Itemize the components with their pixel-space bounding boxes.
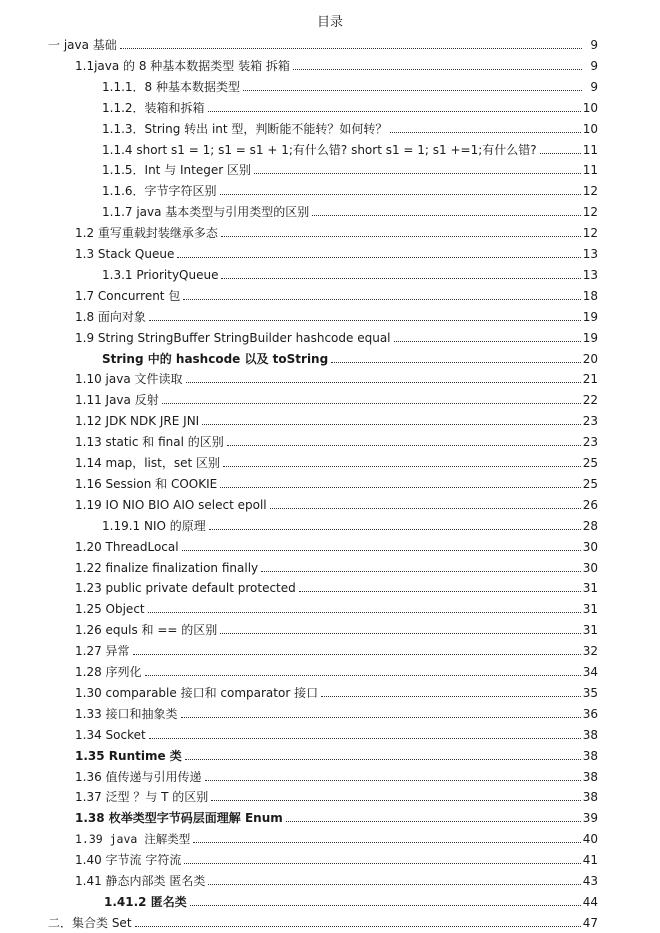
toc-row [0,909,660,930]
toc-page-number: 32 [582,644,598,659]
toc-page-number: 10 [582,100,598,115]
toc-page-number: 23 [582,435,598,450]
toc-page-number: 31 [582,623,598,638]
toc-entry[interactable] [75,574,598,595]
toc-row [0,721,660,742]
toc-entry[interactable] [75,303,598,324]
toc-entry-label: 1.2 重写重载封装继承多态 [75,226,218,241]
toc-page-number: 9 [590,38,598,52]
toc-entry[interactable] [75,533,598,554]
toc-entry-label: 1.34 Socket [75,727,146,742]
toc-entry-label: 1.11 Java 反射 [75,393,159,408]
toc-row [0,303,660,324]
toc-row [0,554,660,575]
toc-page-number: 19 [582,330,598,345]
dot-leader [190,905,581,906]
toc-entry[interactable] [75,428,598,449]
toc-entry[interactable] [75,219,598,240]
toc-entry-label: 1.1.2．装箱和拆箱 [102,100,205,115]
toc-entry-label: 1.37 泛型 ？与 T 的区别 [75,790,209,805]
toc-row [0,219,660,240]
dot-leader [205,780,581,781]
toc-page-number: 28 [582,518,598,533]
toc-title: 目录 [316,15,343,30]
toc-row [0,136,660,157]
toc-row [0,574,660,595]
toc-page-number: 38 [582,727,598,742]
toc-entry[interactable] [75,825,598,846]
toc-entry-label: 1.28 序列化 [75,665,142,679]
toc-row [0,679,660,700]
toc-row [0,470,660,491]
dot-leader [331,362,581,363]
toc-entry[interactable] [75,282,598,303]
toc-entry-label: 1.41.2 匿名类 [104,894,187,909]
toc-entry-label: 1.33 接口和抽象类 [75,706,178,721]
dot-leader [390,132,580,133]
toc-page-number: 12 [582,184,598,199]
toc-page-number: 25 [582,456,598,470]
toc-entry[interactable] [75,637,598,658]
toc-page-number: 21 [582,372,598,387]
toc-page-number: 12 [582,226,598,241]
dot-leader [293,69,582,70]
toc-page-number: 41 [582,853,598,868]
toc-row [0,115,660,136]
toc-row [0,73,660,94]
toc-entry-label: 1.19.1 NIO 的原理 [102,518,206,533]
toc-entry-label: String 中的 hashcode 以及 toString [102,351,329,366]
toc-row [0,763,660,784]
toc-entry[interactable] [102,94,598,115]
dot-leader [183,299,580,300]
toc-row [0,240,660,261]
toc-row [0,700,660,721]
toc-row [0,512,660,533]
dot-leader [181,717,581,718]
toc-entry-label: 1.14 map，list，set 区别 [75,456,220,470]
toc-row [0,31,660,52]
toc-row [0,428,660,449]
toc-row [0,386,660,407]
dot-leader [145,675,581,676]
toc-entry-label: 1.10 java 文件读取 [75,372,183,387]
toc-entry[interactable] [102,198,598,219]
toc-page-number: 13 [582,247,598,261]
dot-leader [193,842,580,843]
dot-leader [209,529,581,530]
toc-entry-label: 1.23 public private default protected [75,581,296,596]
toc-entry-label: 1.1.5．Int 与 Integer 区别 [102,163,251,178]
toc-entry[interactable] [75,386,598,407]
toc-row [0,491,660,512]
toc-entry[interactable] [75,324,598,345]
toc-page-number: 31 [582,602,598,617]
toc-entry[interactable] [48,31,598,52]
toc-page-number: 19 [582,309,598,324]
toc-row [0,282,660,303]
toc-entry[interactable] [102,115,598,136]
dot-leader [270,508,581,509]
toc-entry[interactable] [75,804,598,825]
toc-entry-label: 1.12 JDK NDK JRE JNI [75,414,200,429]
toc-row [0,407,660,428]
toc-row [0,365,660,386]
toc-entry[interactable] [75,742,598,763]
toc-page-number: 38 [582,790,598,805]
toc-row [0,533,660,554]
dot-leader [286,821,581,822]
dot-leader [208,111,581,112]
toc-entry[interactable] [75,763,598,784]
toc-entry[interactable] [75,407,598,428]
toc-page-number: 11 [582,163,598,178]
toc-entry[interactable] [102,73,598,94]
dot-leader [135,926,581,927]
toc-entry[interactable] [75,52,598,73]
dot-leader [186,382,581,383]
toc-entry-label: 1.1.4 short s1 = 1; s1 = s1 + 1;有什么错? short s1 = 1; s1 +=1;有什么错? [102,142,537,157]
toc-row [0,177,660,198]
toc-row [0,449,660,470]
toc-entry-label: 1.3 Stack Queue [75,247,175,261]
toc-entry[interactable] [102,261,598,282]
toc-entry[interactable] [75,700,598,721]
toc-page-number: 13 [582,267,598,282]
dot-leader [312,215,580,216]
toc-page-number: 35 [582,685,598,700]
toc-page-number: 44 [582,894,598,909]
toc-entry-label: 1.13 static 和 final 的区别 [75,435,224,450]
toc-entry-label: 1.3.1 PriorityQueue [102,267,219,282]
toc-row [0,156,660,177]
toc-entry[interactable] [75,365,598,386]
toc-page-number: 43 [582,874,598,888]
dot-leader [220,194,581,195]
toc-page-number: 10 [582,121,598,136]
dot-leader [221,236,581,237]
dot-leader [394,341,581,342]
toc-page-number: 40 [582,832,598,847]
dot-leader [133,654,581,655]
dot-leader [148,612,581,613]
toc-page-number: 18 [582,288,598,303]
toc-entry-label: 1.38 枚举类型字节码层面理解 Enum [75,811,283,826]
toc-entry[interactable] [75,449,598,470]
toc-entry-label: 1.1.1．8 种基本数据类型 [102,79,240,94]
toc-entry-label: 1.25 Object [75,602,145,617]
toc-entry[interactable] [75,595,598,616]
dot-leader [182,550,581,551]
toc-page-number: 9 [590,79,598,94]
dot-leader [149,320,581,321]
dot-leader [184,863,580,864]
toc-entry-label: 二．集合类 Set [48,915,132,930]
toc-entry-label: 1.19 IO NIO BIO AIO select epoll [75,497,267,512]
toc-page-number: 11 [582,142,598,157]
toc-page-number: 31 [582,581,598,596]
toc-entry[interactable] [75,867,598,888]
dot-leader [227,445,581,446]
toc-page-number: 20 [582,351,598,366]
toc-entry[interactable] [75,721,598,742]
dot-leader [149,738,581,739]
dot-leader [177,257,580,258]
dot-leader [220,633,580,634]
toc-page-number: 9 [590,58,598,73]
toc-entry-label: 1.36 值传递与引用传递 [75,769,202,784]
toc-entry[interactable] [75,491,598,512]
toc-row [0,658,660,679]
toc-entry-label: 1.1.3．String 转出 int 型，判断能不能转？如何转？ [102,121,388,136]
toc-page-number: 23 [582,414,598,429]
toc-row [0,846,660,867]
toc-entry-label: 1.7 Concurrent 包 [75,288,181,303]
toc-entry-label: 1.16 Session 和 COOKIE [75,476,218,491]
toc-entry-label: 1.26 equls 和 == 的区别 [75,623,218,638]
toc-row [0,324,660,345]
toc-entry[interactable] [102,177,598,198]
toc-page-number: 12 [582,205,598,220]
toc-page-number: 34 [582,665,598,679]
dot-leader [185,759,581,760]
toc-entry-label: 1.35 Runtime 类 [75,748,182,763]
toc-row [0,52,660,73]
dot-leader [208,884,580,885]
dot-leader [120,48,582,49]
toc-entry-label: 一 java 基础 [48,38,117,52]
toc-entry-label: 1.40 字节流 字符流 [75,853,182,868]
toc-page-number: 36 [582,706,598,721]
toc-entry[interactable] [75,616,598,637]
toc-page-number: 26 [582,497,598,512]
toc-page-number: 38 [582,769,598,784]
toc-entry[interactable] [75,470,598,491]
toc-page-number: 22 [582,393,598,408]
toc-entry[interactable] [75,846,598,867]
toc-row [0,595,660,616]
dot-leader [162,403,581,404]
toc-page-number: 39 [582,811,598,826]
toc-entry[interactable] [75,783,598,804]
toc-row [0,345,660,366]
toc-entry-label: 1.8 面向对象 [75,309,146,324]
toc-row [0,888,660,909]
toc-row [0,198,660,219]
toc-entry[interactable] [48,909,598,930]
dot-leader [540,153,581,154]
toc-entry-label: 1.20 ThreadLocal [75,539,179,554]
toc-entry-label: 1.41 静态内部类 匿名类 [75,874,206,888]
toc-entry[interactable] [75,679,598,700]
toc-page-number: 47 [582,915,598,930]
toc-entry-label: 1.1.6．字节字符区别 [102,184,217,199]
dot-leader [220,487,581,488]
toc-entry-label: 1.1java 的 8 种基本数据类型 装箱 拆箱 [75,58,290,73]
toc-entry-label: 1.9 String StringBuffer StringBuilder hashcode equal [75,330,391,345]
toc-entry-label: 1.22 finalize finalization finally [75,560,259,575]
toc-row [0,637,660,658]
toc-entry-label: 1.1.7 java 基本类型与引用类型的区别 [102,205,310,220]
toc-entry-label: 1.30 comparable 接口和 comparator 接口 [75,685,319,700]
toc-entry[interactable] [102,156,598,177]
toc-row [0,804,660,825]
dot-leader [254,173,581,174]
toc-row [0,742,660,763]
toc-row [0,261,660,282]
toc-entry[interactable] [75,240,598,261]
dot-leader [321,696,581,697]
dot-leader [243,90,582,91]
toc-row [0,783,660,804]
dot-leader [261,571,581,572]
dot-leader [223,466,581,467]
toc-page-number: 30 [582,560,598,575]
toc-entry-label: 1.27 异常 [75,644,130,659]
toc-row [0,94,660,115]
toc-entry[interactable] [102,512,598,533]
dot-leader [211,800,580,801]
toc-page-number: 25 [582,476,598,491]
dot-leader [221,278,580,279]
dot-leader [299,591,581,592]
toc-page-number: 30 [582,539,598,554]
toc-entry[interactable] [102,136,598,157]
toc-entry-label: 1.39 java 注解类型 [75,832,191,847]
dot-leader [202,424,580,425]
toc-row [0,825,660,846]
toc-row [0,867,660,888]
toc-entry[interactable] [75,658,598,679]
toc-row [0,616,660,637]
toc-entry[interactable] [75,554,598,575]
toc-entry[interactable] [102,345,598,366]
toc-page-number: 38 [582,748,598,763]
toc-entry[interactable] [104,888,598,909]
